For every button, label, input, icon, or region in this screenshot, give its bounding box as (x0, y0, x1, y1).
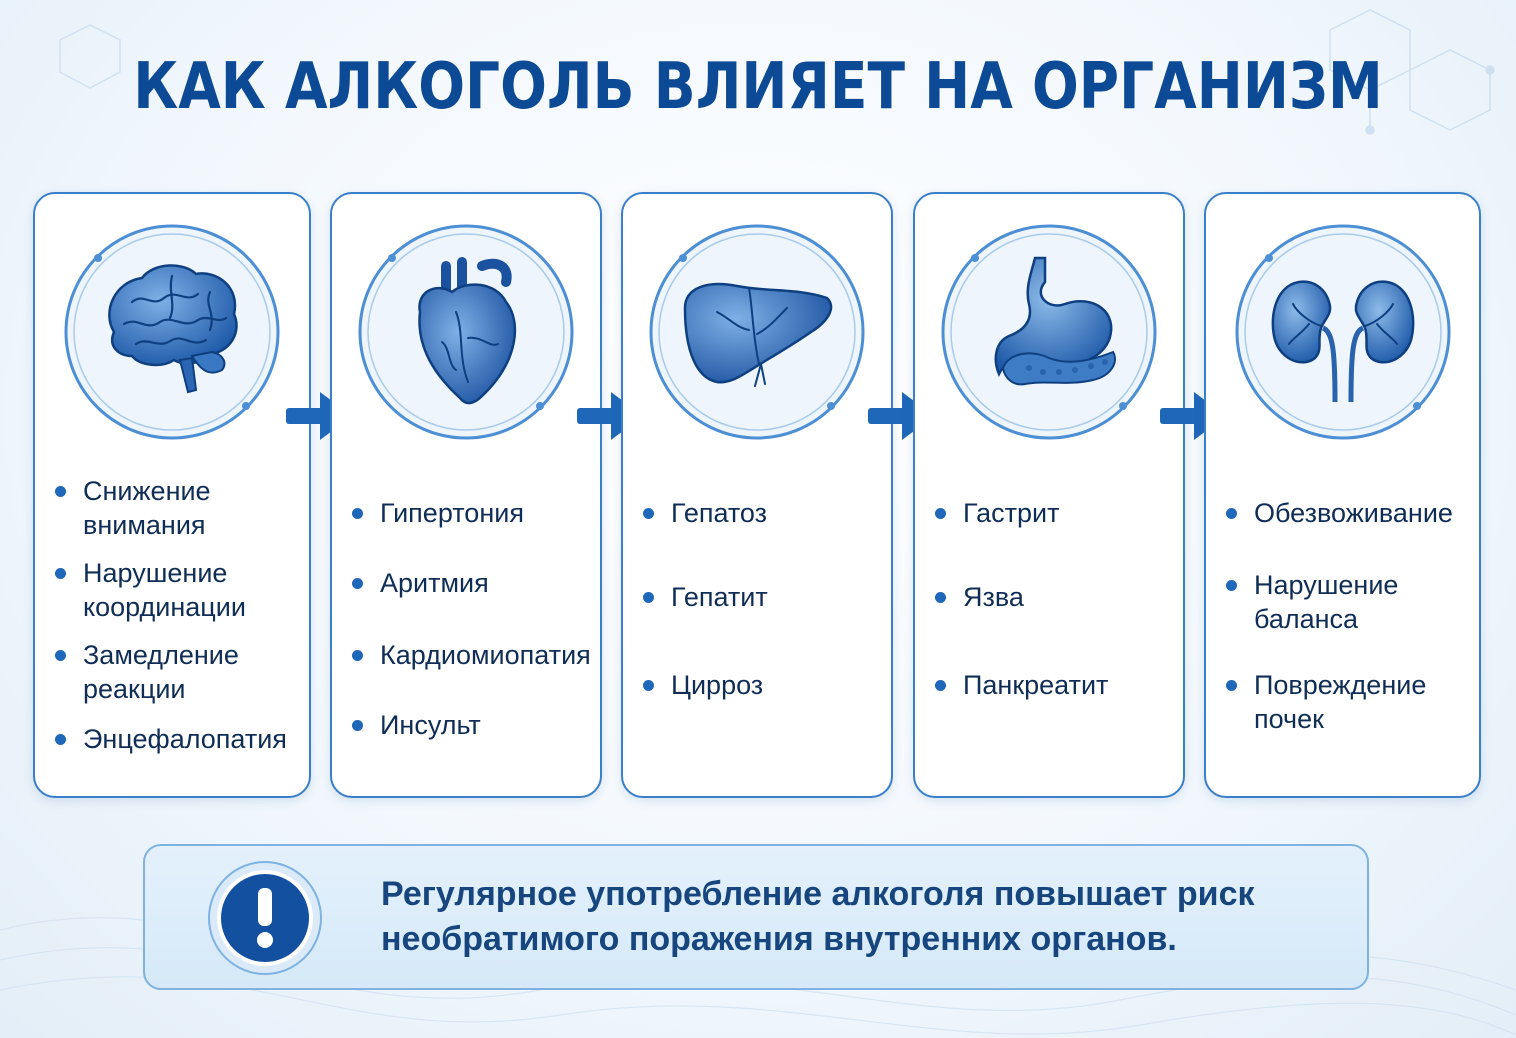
list-item: Инсульт (380, 708, 592, 742)
card-heart (330, 192, 602, 798)
warning-banner (143, 844, 1369, 990)
list-item: Энцефалопатия (83, 722, 301, 756)
list-item: Гепатоз (671, 496, 883, 530)
list-item: Гепатит (671, 580, 883, 614)
stomach-icon (969, 252, 1129, 412)
list-item: Цирроз (671, 668, 883, 702)
card-kidneys (1204, 192, 1481, 798)
list-item: Гастрит (963, 496, 1175, 530)
card-brain (33, 192, 311, 798)
list-item: Гипертония (380, 496, 592, 530)
brain-icon (92, 252, 252, 412)
heart-icon (386, 252, 546, 412)
organ-circle (937, 220, 1161, 444)
organ-circle (645, 220, 869, 444)
organ-circle (1231, 220, 1455, 444)
list-item: Панкреатит (963, 668, 1175, 702)
list-item: Язва (963, 580, 1175, 614)
list-item: Аритмия (380, 566, 592, 600)
organ-circle (354, 220, 578, 444)
list-item: Кардиомиопатия (380, 640, 591, 670)
page-title: КАК АЛКОГОЛЬ ВЛИЯЕТ НА ОРГАНИЗМ (133, 50, 1383, 124)
list-item: Замедление реакции (83, 638, 301, 706)
card-stomach (913, 192, 1185, 798)
liver-icon (677, 252, 837, 412)
list-item: Обезвоживание (1254, 496, 1471, 530)
exclamation-icon (207, 860, 323, 976)
list-item: Нарушение баланса (1254, 568, 1471, 636)
kidneys-icon (1263, 252, 1423, 412)
organ-circle (60, 220, 284, 444)
list-item: Повреждение почек (1254, 668, 1471, 736)
list-item: Снижение внимания (83, 474, 301, 542)
card-liver (621, 192, 893, 798)
warning-text: Регулярное употребление алкоголя повышает риск необратимого поражения внутренних органов. (381, 875, 1255, 958)
list-item: Нарушение координации (83, 556, 301, 624)
